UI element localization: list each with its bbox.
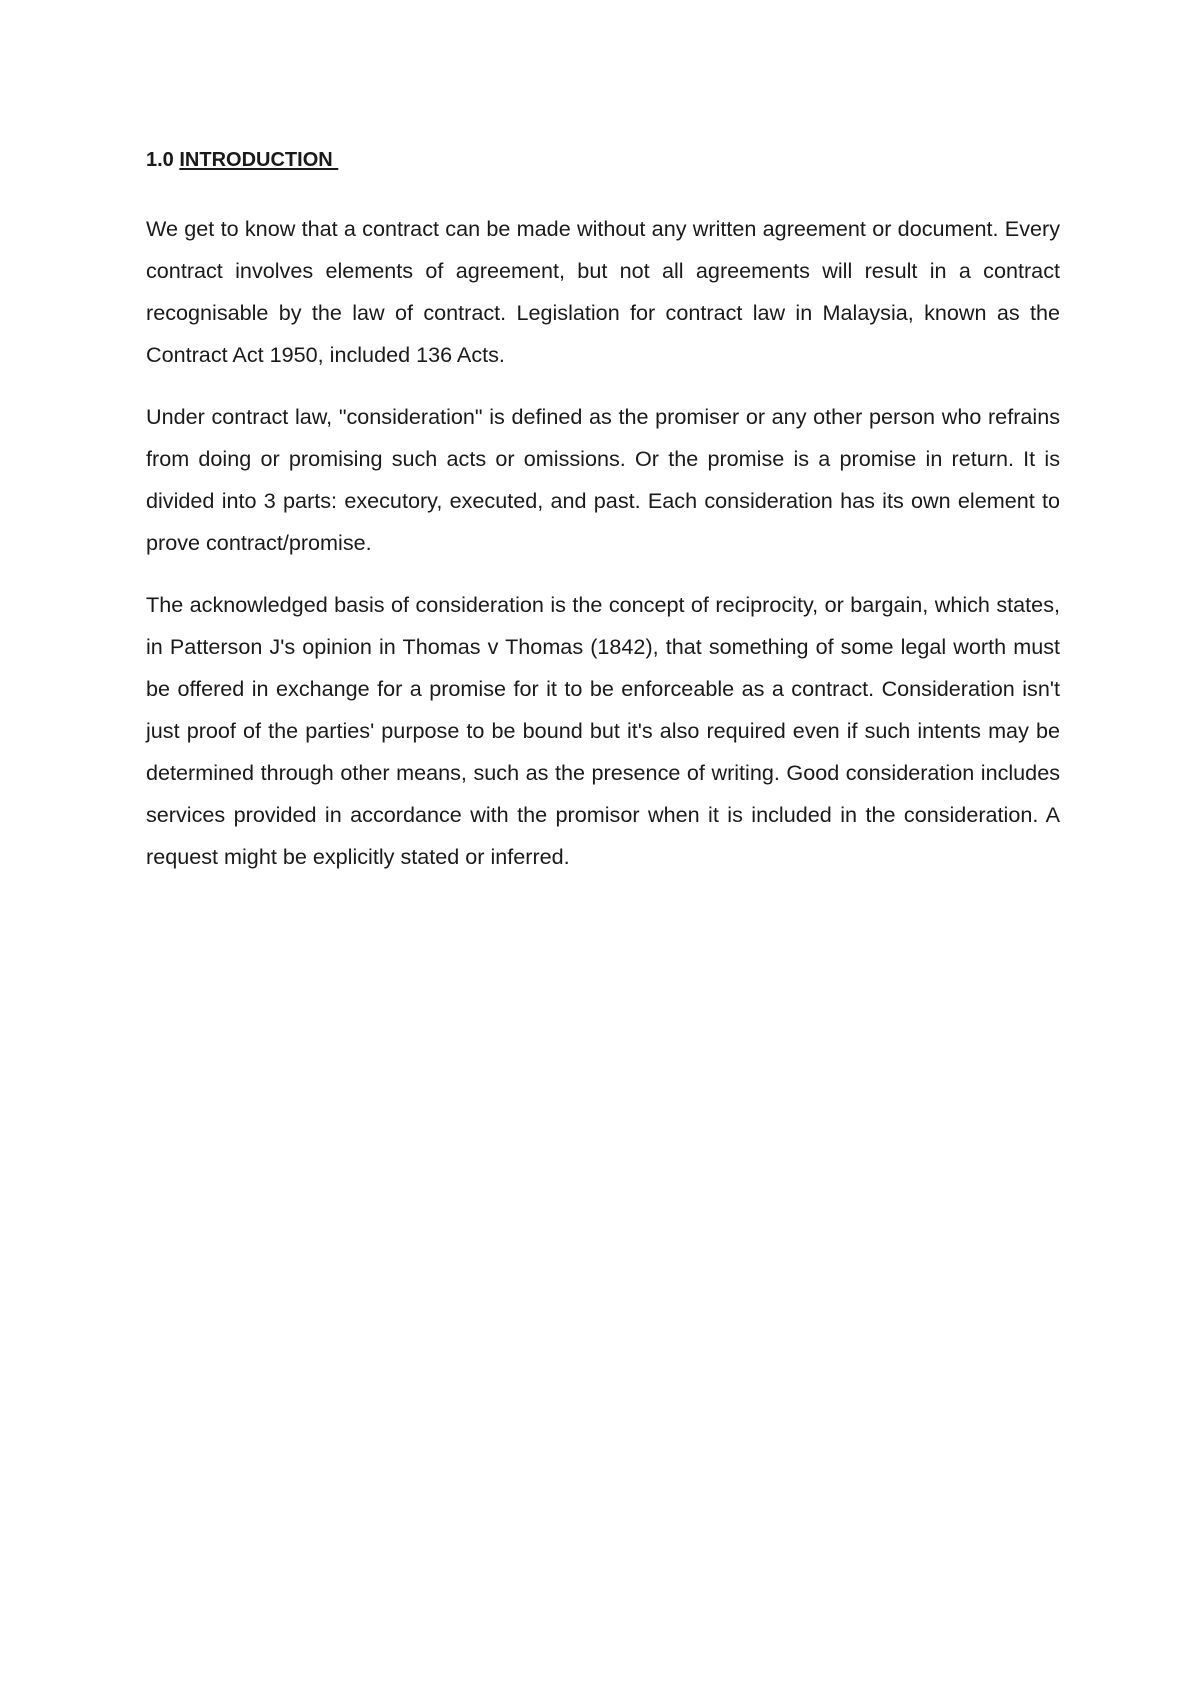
paragraph-consideration-definition: Under contract law, "consideration" is defined as the promiser or any other person who refrains from doing or promising such acts or omissions. Or the promise is a promise in return. It is divided into 3 parts: executory, executed, and past. Each consideration has its own element to prove contract/promise.: [146, 404, 1060, 555]
section-heading: [146, 146, 1060, 174]
section-number: 1.0: [146, 149, 174, 171]
section-title: INTRODUCTION: [179, 149, 339, 171]
paragraph-consideration-basis: The acknowledged basis of consideration is the concept of reciprocity, or bargain, which states, in Patterson J's opinion in Thomas v Thomas (1842), that something of some legal worth must be offered in exchange for a promise for it to be enforceable as a contract. Consideration isn't just proof of the parties' purpose to be bound but it's also required even if such intents may be determined through other means, such as the presence of writing. Good consideration includes services provided in accordance with the promisor when it is included in the consideration. A request might be explicitly stated or inferred.: [146, 592, 1060, 869]
paragraph-contract-overview: We get to know that a contract can be made without any written agreement or document. Every contract involves elements of agreement, but not all agreements will result in a contract recognisable by the law of contract. Legislation for contract law in Malaysia, known as the Contract Act 1950, included 136 Acts.: [146, 216, 1060, 367]
